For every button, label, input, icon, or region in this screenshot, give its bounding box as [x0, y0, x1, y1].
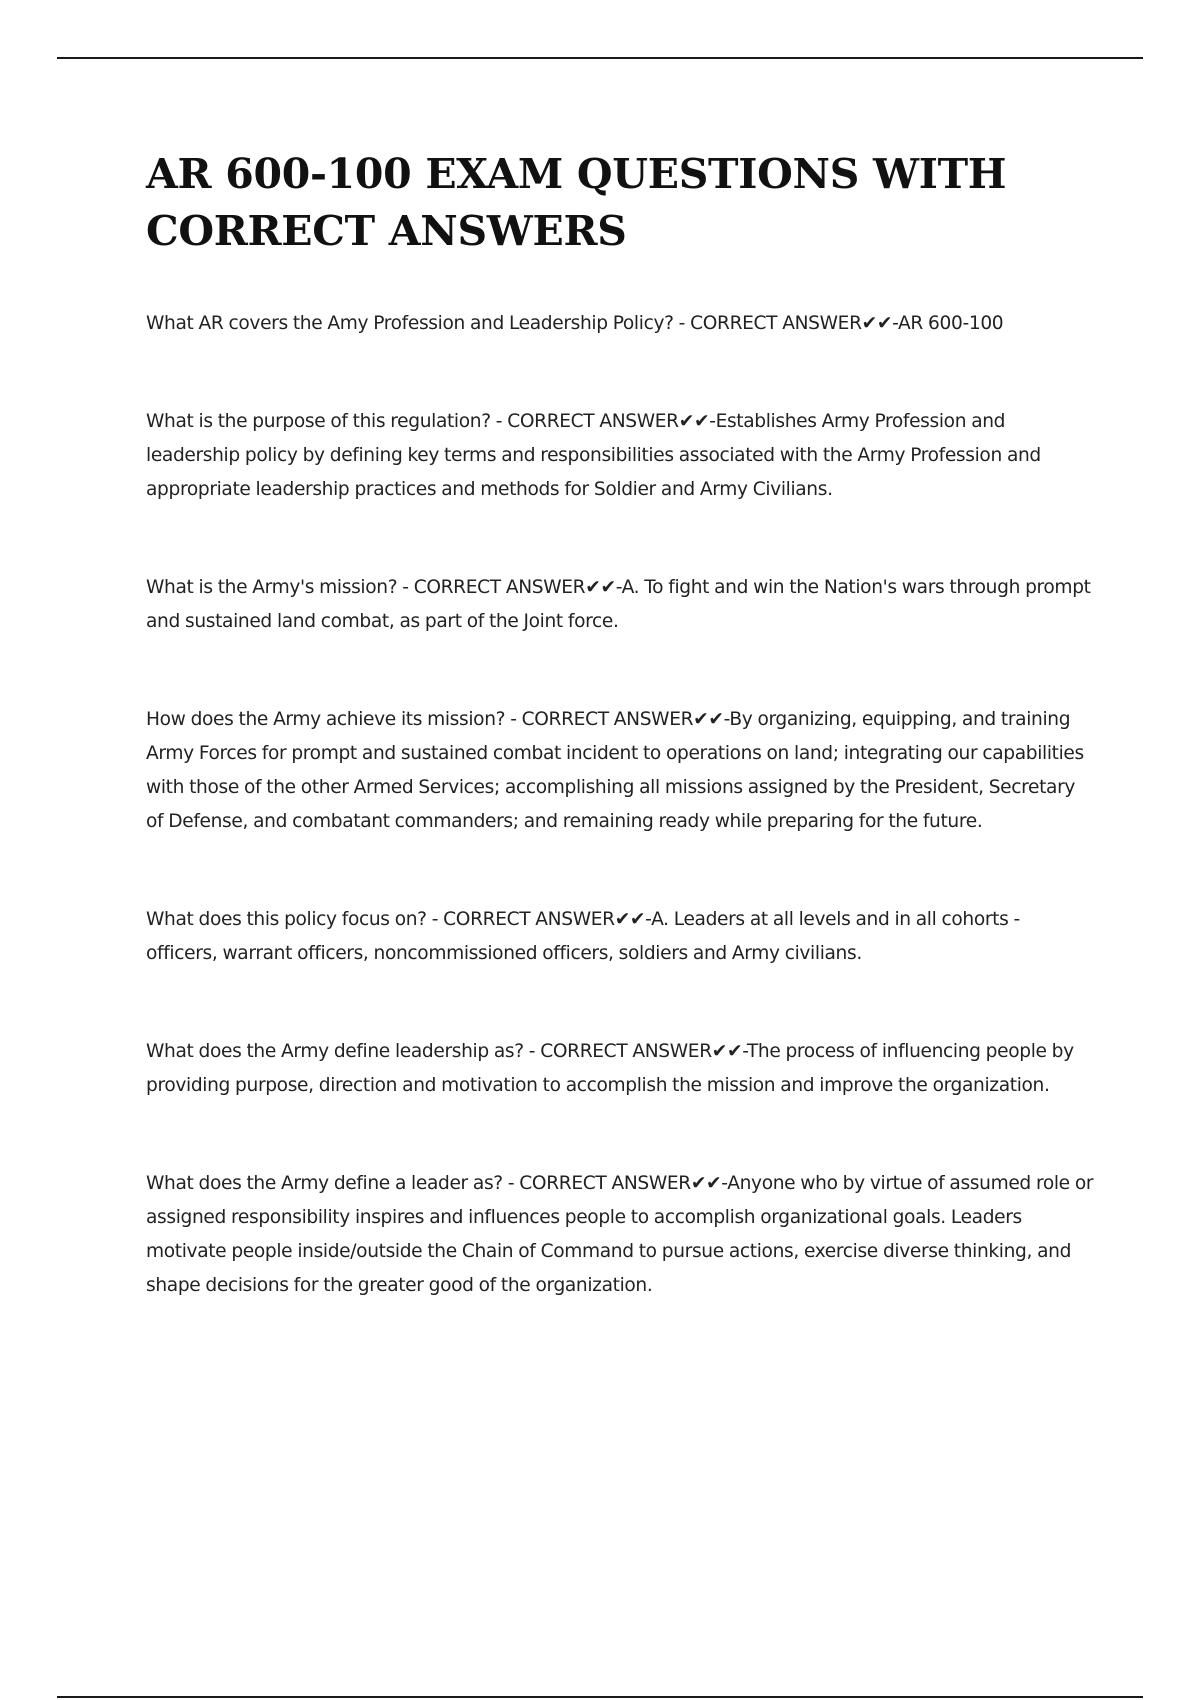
qa-item: What AR covers the Amy Profession and Leadership Policy? - CORRECT ANSWER✔✔-AR 600-100 — [146, 313, 1004, 334]
qa-item: What does the Army define leadership as? - CORRECT ANSWER✔✔-The process of influencing people by providing purpose, direction and motivation to accomplish the mission and improve the organization. — [146, 1041, 1074, 1096]
qa-item: What is the Army's mission? - CORRECT ANSWER✔✔-A. To fight and win the Nation's wars through prompt and sustained land combat, as part of the Joint force. — [146, 577, 1091, 632]
qa-item: What is the purpose of this regulation? - CORRECT ANSWER✔✔-Establishes Army Profession and leadership policy by defining key terms and responsibilities associated with the Army Profession and appropriate leadership practices and methods for Soldier and Army Civilians. — [146, 411, 1041, 500]
qa-item: What does this policy focus on? - CORRECT ANSWER✔✔-A. Leaders at all levels and in all cohorts - officers, warrant officers, noncommissioned officers, soldiers and Army civilians. — [146, 909, 1020, 964]
qa-item: How does the Army achieve its mission? - CORRECT ANSWER✔✔-By organizing, equipping, and training Army Forces for prompt and sustained combat incident to operations on land; integrating our capabilities with those of the other Armed Services; accomplishing all missions assigned by the President, Secretary of Defense, and combatant commanders; and remaining ready while preparing for the future. — [146, 709, 1084, 832]
qa-item: What does the Army define a leader as? - CORRECT ANSWER✔✔-Anyone who by virtue of assumed role or assigned responsibility inspires and influences people to accomplish organizational goals. Leaders motivate people inside/outside the Chain of Command to pursue actions, exercise diverse thinking, and shape decisions for the greater good of the organization. — [146, 1173, 1094, 1296]
qa-list — [146, 307, 1096, 1303]
document-title: AR 600-100 EXAM QUESTIONS WITH CORRECT ANSWERS — [146, 150, 1007, 255]
top-divider — [57, 57, 1143, 59]
document-body — [146, 146, 1096, 1367]
bottom-divider — [57, 1696, 1143, 1698]
